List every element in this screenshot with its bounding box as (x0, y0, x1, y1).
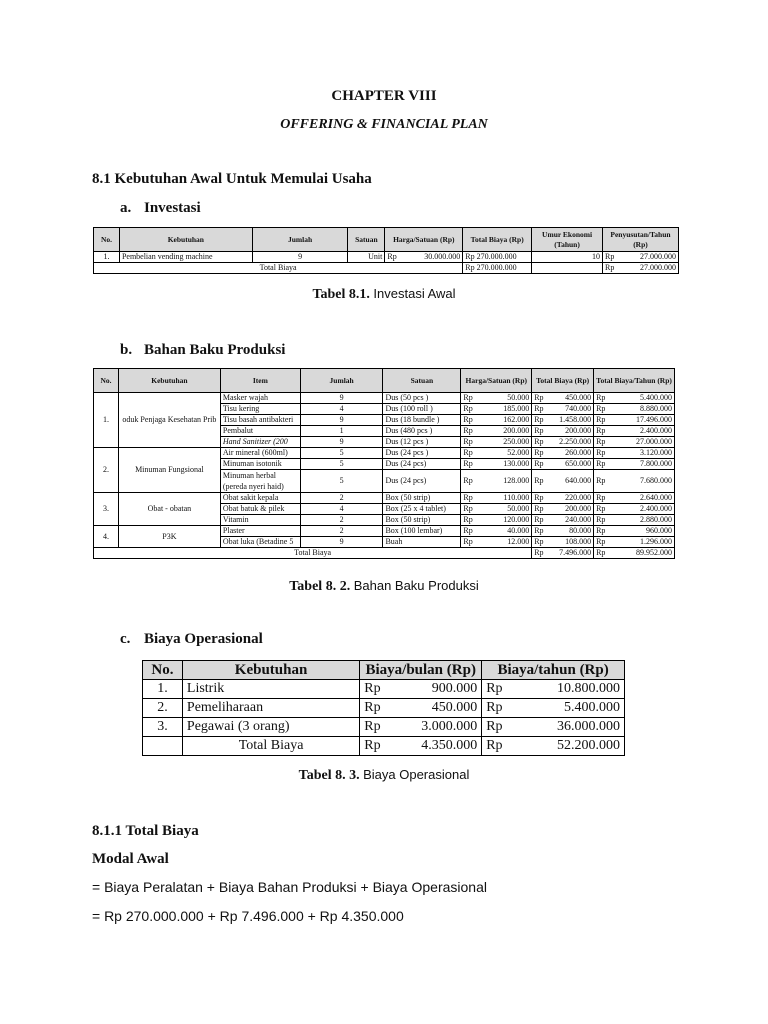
cell-no: 1. (94, 252, 120, 263)
cell-tahun: 10.800.000 (510, 680, 625, 699)
cell-harga: 40.000 (477, 526, 532, 537)
cell-no: 3. (143, 718, 183, 737)
cell-harga: 130.000 (477, 459, 532, 470)
cell-item: Tisu kering (220, 404, 300, 415)
column-header: No. (94, 369, 119, 393)
cell-satuan: Dus (12 pcs ) (383, 437, 461, 448)
cell-satuan: Box (25 x 4 tablet) (383, 504, 461, 515)
cell-currency: Rp (602, 263, 618, 274)
cell-no: 4. (94, 526, 119, 548)
total-tahun: 52.200.000 (510, 737, 625, 756)
operational-cost-table (142, 660, 625, 756)
cell-total: 240.000 (546, 515, 594, 526)
cell-no: 2. (94, 448, 119, 493)
column-header: Biaya/tahun (Rp) (482, 661, 625, 680)
cell-total: 2.250.000 (546, 437, 594, 448)
column-header: Harga/Satuan (Rp) (385, 228, 463, 252)
cell-total-tahun: 5.400.000 (608, 393, 675, 404)
table-total-row (94, 548, 675, 559)
table-row (143, 680, 625, 699)
cell-item: Masker wajah (220, 393, 300, 404)
cell-currency: Rp (594, 526, 608, 537)
cell-currency: Rp (461, 515, 477, 526)
column-header: Penyusutan/Tahun (Rp) (602, 228, 678, 252)
cell-satuan: Box (100 lembar) (383, 526, 461, 537)
cell-jumlah: 2 (300, 526, 383, 537)
cell-jumlah: 5 (300, 459, 383, 470)
cell-jumlah: 2 (300, 493, 383, 504)
cell-total: 260.000 (546, 448, 594, 459)
cell-currency: Rp (594, 459, 608, 470)
modal-awal-heading: Modal Awal (92, 851, 169, 867)
column-header: Harga/Satuan (Rp) (461, 369, 532, 393)
table-total-row (143, 737, 625, 756)
cell-satuan: Unit (348, 252, 385, 263)
cell-total: 650.000 (546, 459, 594, 470)
cell-total: 200.000 (546, 504, 594, 515)
cell-bulan: 3.000.000 (388, 718, 482, 737)
table-row (94, 393, 675, 404)
cell-jumlah: 5 (300, 448, 383, 459)
cell-currency: Rp (461, 393, 477, 404)
column-header: Satuan (348, 228, 385, 252)
cell-currency: Rp (532, 404, 546, 415)
cell-currency: Rp (532, 548, 546, 559)
cell-currency: Rp (482, 718, 510, 737)
table-header-row (94, 228, 679, 252)
caption-table-8-1 (0, 286, 768, 303)
cell-jumlah: 9 (252, 252, 348, 263)
table-total-row (94, 263, 679, 274)
column-header: Biaya/bulan (Rp) (360, 661, 482, 680)
table-header-row (143, 661, 625, 680)
cell-currency: Rp (532, 437, 546, 448)
cell-total: 450.000 (546, 393, 594, 404)
total-bulan: 4.350.000 (388, 737, 482, 756)
column-header: Total Biaya (Rp) (463, 228, 532, 252)
cell-harga: 110.000 (477, 493, 532, 504)
cell-currency: Rp (594, 426, 608, 437)
total-label: Total Biaya (182, 737, 359, 756)
cell-total-tahun: 2.400.000 (608, 504, 675, 515)
cell-harga: 52.000 (477, 448, 532, 459)
cell-total-tahun: 3.120.000 (608, 448, 675, 459)
cell-satuan: Dus (24 pcs) (383, 470, 461, 493)
cell-currency: Rp (461, 404, 477, 415)
cell-currency: Rp (461, 504, 477, 515)
cell-item: Plaster (220, 526, 300, 537)
cell-currency: Rp (594, 437, 608, 448)
cell-currency: Rp (594, 393, 608, 404)
cell-total: 80.000 (546, 526, 594, 537)
cell-total: 740.000 (546, 404, 594, 415)
cell-kebutuhan: Pembelian vending machine (119, 252, 252, 263)
cell-currency: Rp (532, 470, 546, 493)
cell-currency: Rp (532, 459, 546, 470)
cell-item: Minuman isotonik (220, 459, 300, 470)
cell-total: 108.000 (546, 537, 594, 548)
cell-jumlah: 9 (300, 415, 383, 426)
caption-label: Tabel 8.1. (312, 287, 370, 302)
cell-currency: Rp (461, 415, 477, 426)
cell-currency: Rp (532, 515, 546, 526)
section-heading-8-1-1: 8.1.1 Total Biaya (92, 823, 199, 839)
cell-total-tahun: 2.400.000 (608, 426, 675, 437)
total-biaya-tahun: 89.952.000 (608, 548, 675, 559)
cell-item: Air mineral (600ml) (220, 448, 300, 459)
chapter-title: CHAPTER VIII (331, 88, 437, 104)
cell-currency: Rp (532, 537, 546, 548)
cell-item: Vitamin (220, 515, 300, 526)
column-header: Umur Ekonomi (Tahun) (532, 228, 603, 252)
table-row (94, 252, 679, 263)
cell-total-tahun: 960.000 (608, 526, 675, 537)
column-header: Jumlah (300, 369, 383, 393)
cell-satuan: Dus (50 pcs ) (383, 393, 461, 404)
cell-currency: Rp (360, 680, 388, 699)
caption-label: Tabel 8. 3. (298, 768, 360, 783)
cell-item: Obat batuk & pilek (220, 504, 300, 515)
column-header: Kebutuhan (182, 661, 359, 680)
cell-umur: 10 (532, 252, 603, 263)
cell-harga: 250.000 (477, 437, 532, 448)
subsection-title: Bahan Baku Produksi (144, 342, 286, 358)
cell-satuan: Dus (18 bundle ) (383, 415, 461, 426)
table-row (94, 448, 675, 459)
cell-jumlah: 9 (300, 393, 383, 404)
subsection-bahan-baku (120, 342, 285, 359)
cell-total-tahun: 7.680.000 (608, 470, 675, 493)
cell-kebutuhan: Minuman Fungsional (118, 448, 220, 493)
cell-kebutuhan: Pemeliharaan (182, 699, 359, 718)
total-biaya: Rp 270.000.000 (463, 263, 532, 274)
cell-item: Hand Sanitizer (200 (220, 437, 300, 448)
cell-empty (143, 737, 183, 756)
cell-jumlah: 1 (300, 426, 383, 437)
cell-currency: Rp (532, 526, 546, 537)
cell-currency: Rp (594, 493, 608, 504)
cell-total-tahun: 2.880.000 (608, 515, 675, 526)
cell-jumlah: 5 (300, 470, 383, 493)
cell-currency: Rp (461, 437, 477, 448)
cell-satuan: Box (50 strip) (383, 493, 461, 504)
cell-bulan: 900.000 (388, 680, 482, 699)
total-label: Total Biaya (94, 263, 463, 274)
cell-currency: Rp (594, 415, 608, 426)
cell-currency: Rp (482, 680, 510, 699)
total-label: Total Biaya (94, 548, 532, 559)
cell-currency: Rp (360, 699, 388, 718)
cell-jumlah: 9 (300, 437, 383, 448)
cell-currency: Rp (594, 537, 608, 548)
cell-currency: Rp (461, 448, 477, 459)
cell-jumlah: 4 (300, 404, 383, 415)
column-header: Jumlah (252, 228, 348, 252)
formula-line-2: = Rp 270.000.000 + Rp 7.496.000 + Rp 4.350.000 (92, 908, 404, 924)
cell-satuan: Dus (480 pcs ) (383, 426, 461, 437)
caption-table-8-3 (0, 767, 768, 784)
cell-currency: Rp (532, 426, 546, 437)
cell-kebutuhan: Obat - obatan (118, 493, 220, 526)
cell-harga: 162.000 (477, 415, 532, 426)
cell-empty (532, 263, 603, 274)
cell-harga: 50.000 (477, 393, 532, 404)
column-header: No. (94, 228, 120, 252)
cell-satuan: Dus (24 pcs) (383, 459, 461, 470)
cell-item: Pembalut (220, 426, 300, 437)
cell-currency: Rp (461, 426, 477, 437)
table-row (94, 493, 675, 504)
subsection-letter: c. (120, 631, 131, 647)
cell-jumlah: 4 (300, 504, 383, 515)
investment-table (93, 227, 679, 274)
subsection-investasi (120, 200, 201, 217)
cell-harga: 12.000 (477, 537, 532, 548)
cell-harga: 128.000 (477, 470, 532, 493)
table-row (143, 699, 625, 718)
cell-total: 640.000 (546, 470, 594, 493)
cell-currency: Rp (482, 699, 510, 718)
cell-total-tahun: 1.296.000 (608, 537, 675, 548)
cell-no: 1. (94, 393, 119, 448)
caption-text: Investasi Awal (373, 286, 456, 301)
subsection-biaya-operasional (120, 631, 263, 648)
column-header: Item (220, 369, 300, 393)
cell-currency: Rp (532, 504, 546, 515)
subsection-title: Investasi (144, 200, 201, 216)
cell-currency: Rp (594, 515, 608, 526)
subsection-letter: a. (120, 200, 132, 216)
table-row (143, 718, 625, 737)
column-header: Kebutuhan (119, 228, 252, 252)
cell-currency: Rp (482, 737, 510, 756)
caption-table-8-2 (0, 578, 768, 595)
caption-text: Bahan Baku Produksi (353, 578, 479, 593)
total-penyusutan: 27.000.000 (618, 263, 678, 274)
cell-currency: Rp (594, 548, 608, 559)
cell-satuan: Dus (24 pcs ) (383, 448, 461, 459)
column-header: Total Biaya (Rp) (532, 369, 594, 393)
cell-harga: 30.000.000 (403, 252, 463, 263)
cell-currency: Rp (532, 393, 546, 404)
cell-bulan: 450.000 (388, 699, 482, 718)
cell-currency: Rp (602, 252, 618, 263)
cell-kebutuhan: P3K (118, 526, 220, 548)
cell-kebutuhan: Listrik (182, 680, 359, 699)
cell-currency: Rp (461, 537, 477, 548)
formula-line-1: = Biaya Peralatan + Biaya Bahan Produksi + Biaya Operasional (92, 879, 487, 895)
cell-total: 200.000 (546, 426, 594, 437)
table-header-row (94, 369, 675, 393)
cell-total: 1.458.000 (546, 415, 594, 426)
section-heading-8-1: 8.1 Kebutuhan Awal Untuk Memulai Usaha (92, 171, 372, 187)
cell-currency: Rp (594, 448, 608, 459)
caption-text: Biaya Operasional (363, 767, 470, 782)
subsection-letter: b. (120, 342, 133, 358)
cell-total-tahun: 8.880.000 (608, 404, 675, 415)
cell-item: Minuman herbal (pereda nyeri haid) (220, 470, 300, 493)
cell-kebutuhan: Pegawai (3 orang) (182, 718, 359, 737)
cell-no: 3. (94, 493, 119, 526)
cell-penyusutan: 27.000.000 (618, 252, 678, 263)
cell-jumlah: 2 (300, 515, 383, 526)
chapter-subtitle: OFFERING & FINANCIAL PLAN (280, 117, 488, 132)
caption-label: Tabel 8. 2. (289, 579, 351, 594)
cell-currency: Rp (360, 737, 388, 756)
cell-total-tahun: 27.000.000 (608, 437, 675, 448)
cell-satuan: Dus (100 roll ) (383, 404, 461, 415)
cell-total-tahun: 7.800.000 (608, 459, 675, 470)
cell-currency: Rp (461, 526, 477, 537)
cell-currency: Rp (594, 404, 608, 415)
cell-harga: 120.000 (477, 515, 532, 526)
cell-total-tahun: 2.640.000 (608, 493, 675, 504)
cell-item: Obat sakit kepala (220, 493, 300, 504)
cell-satuan: Box (50 strip) (383, 515, 461, 526)
cell-satuan: Buah (383, 537, 461, 548)
cell-total: Rp 270.000.000 (463, 252, 532, 263)
cell-currency: Rp (594, 470, 608, 493)
cell-currency: Rp (461, 493, 477, 504)
cell-no: 2. (143, 699, 183, 718)
cell-jumlah: 9 (300, 537, 383, 548)
cell-item: Obat luka (Betadine 5 (220, 537, 300, 548)
column-header: Satuan (383, 369, 461, 393)
cell-currency: Rp (532, 493, 546, 504)
cell-total-tahun: 17.496.000 (608, 415, 675, 426)
cell-kebutuhan: oduk Penjaga Kesehatan Prib (118, 393, 220, 448)
cell-currency: Rp (385, 252, 403, 263)
subsection-title: Biaya Operasional (144, 631, 263, 647)
cell-harga: 50.000 (477, 504, 532, 515)
table-row (94, 526, 675, 537)
cell-harga: 200.000 (477, 426, 532, 437)
cell-tahun: 36.000.000 (510, 718, 625, 737)
cell-tahun: 5.400.000 (510, 699, 625, 718)
column-header: Kebutuhan (118, 369, 220, 393)
total-biaya: 7.496.000 (546, 548, 594, 559)
cell-currency: Rp (532, 415, 546, 426)
column-header: Total Biaya/Tahun (Rp) (594, 369, 675, 393)
cell-total: 220.000 (546, 493, 594, 504)
cell-harga: 185.000 (477, 404, 532, 415)
cell-currency: Rp (532, 448, 546, 459)
raw-material-table (93, 368, 675, 559)
cell-no: 1. (143, 680, 183, 699)
cell-item: Tisu basah antibakteri (220, 415, 300, 426)
column-header: No. (143, 661, 183, 680)
cell-currency: Rp (461, 459, 477, 470)
cell-currency: Rp (461, 470, 477, 493)
cell-currency: Rp (360, 718, 388, 737)
cell-currency: Rp (594, 504, 608, 515)
